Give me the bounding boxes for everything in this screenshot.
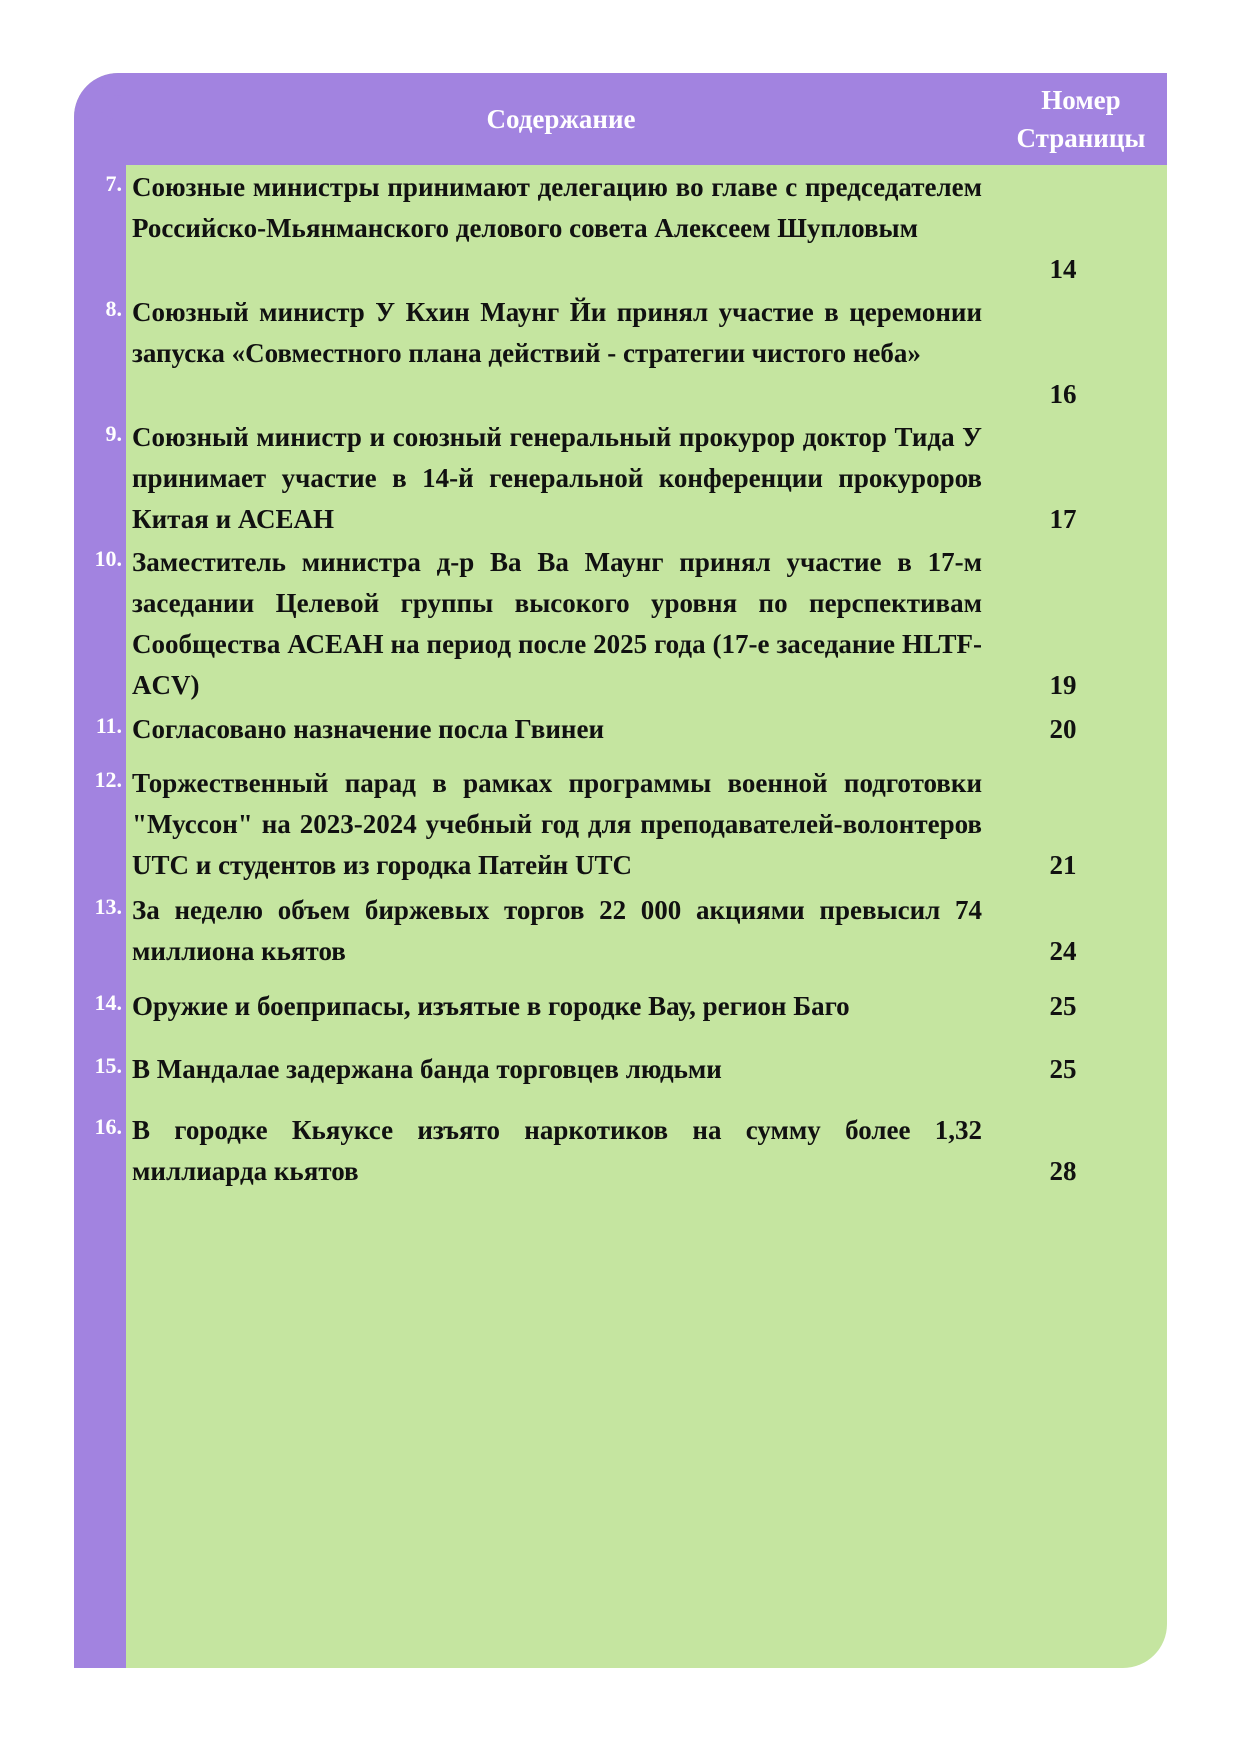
entry-page-number: 20 — [1049, 714, 1077, 744]
entry-title: В Мандалае задержана банда торговцев людьми — [132, 1054, 722, 1084]
entry-number: 7. — [105, 171, 122, 196]
entry-number: 15. — [94, 1053, 122, 1078]
entry-number: 11. — [95, 713, 122, 738]
entry-page-number: 17 — [1049, 504, 1077, 534]
entry-page-number: 14 — [1049, 254, 1077, 284]
entry-page-number: 21 — [1049, 850, 1077, 880]
entry-number: 13. — [94, 894, 122, 919]
star-icon — [77, 79, 123, 123]
entry-page-number: 25 — [1049, 1054, 1077, 1084]
entry-page-number: 28 — [1049, 1156, 1077, 1186]
entry-title: В городке Кьяуксе изъято наркотиков на сумму более 1,32 миллиарда кьятов — [132, 1115, 982, 1186]
entry-title: Союзный министр и союзный генеральный прокурор доктор Тида У принимает участие в 14-й генеральной конференции прокуроров Китая и АСЕАН — [132, 422, 982, 534]
entry-title: Союзные министры принимают делегацию во главе с председателем Российско-Мьянманского делового совета Алексеем Шупловым — [132, 172, 982, 243]
page-number-heading — [1001, 81, 1161, 157]
entry-number: 16. — [94, 1114, 122, 1139]
entry-title: Заместитель министра д-р Ва Ва Маунг принял участие в 17-м заседании Целевой группы высокого уровня по перспективам Сообщества АСЕАН на период после 2025 года (17-е заседание HLTF-ACV) — [132, 547, 982, 700]
entry-title: Согласовано назначение посла Гвинеи — [132, 714, 604, 744]
entry-page-number: 25 — [1049, 991, 1077, 1021]
entry-page-number: 19 — [1049, 670, 1077, 700]
entry-title: Оружие и боеприпасы, изъятые в городке Вау, регион Баго — [132, 991, 850, 1021]
entry-number: 8. — [105, 296, 122, 321]
entry-number: 10. — [94, 546, 122, 571]
entry-title: Торжественный парад в рамках программы военной подготовки "Муссон" на 2023-2024 учебный год для преподавателей-волонтеров UTC и студентов из городка Патейн UTC — [132, 768, 982, 880]
table-header — [126, 73, 1167, 165]
entry-number: 12. — [94, 767, 122, 792]
entry-page-number: 16 — [1049, 379, 1077, 409]
contents-heading: Содержание — [486, 104, 636, 134]
page-number-heading-line2: Страницы — [1016, 123, 1146, 153]
entry-title: Союзный министр У Кхин Маунг Йи принял участие в церемонии запуска «Совместного плана действий - стратегии чистого неба» — [132, 297, 982, 368]
entry-number: 14. — [94, 990, 122, 1015]
page-number-heading-line1: Номер — [1041, 85, 1121, 115]
entry-title: За неделю объем биржевых торгов 22 000 акциями превысил 74 миллиона кьятов — [132, 895, 982, 966]
entry-page-number: 24 — [1049, 936, 1077, 966]
contents-panel — [74, 73, 1167, 1668]
entry-number: 9. — [105, 421, 122, 446]
